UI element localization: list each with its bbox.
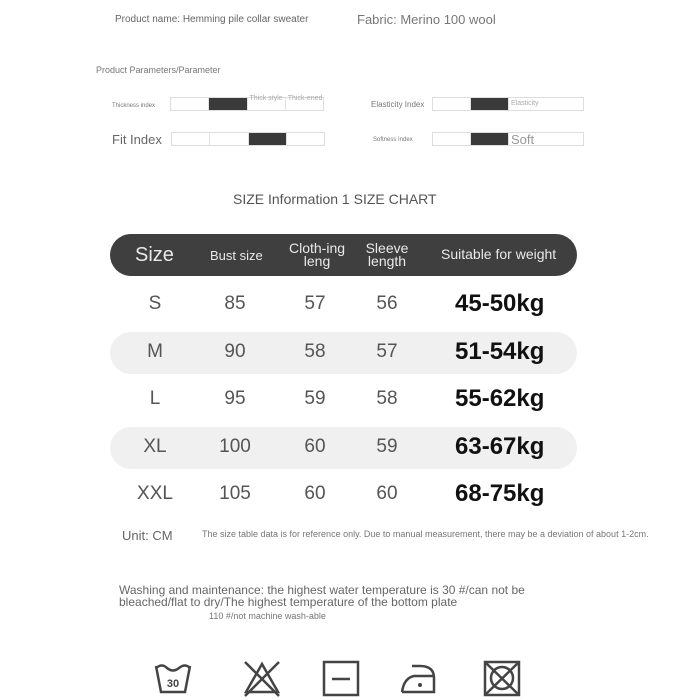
fabric-info: Fabric: Merino 100 wool	[357, 12, 496, 27]
scale-segment-text: Elasticity	[511, 100, 539, 107]
cell-clothing-length: 57	[304, 293, 326, 314]
elasticity-label: Elasticity Index	[371, 100, 425, 109]
cell-clothing-length: 59	[304, 388, 326, 409]
size-table-header	[110, 234, 577, 276]
scale-segment	[433, 133, 471, 145]
cell-size: L	[149, 388, 161, 409]
cell-weight: 68-75kg	[455, 480, 545, 507]
scale-segment	[509, 133, 583, 145]
cell-weight: 45-50kg	[455, 290, 545, 317]
washing-instructions-continued: 110 #/not machine wash-able	[209, 611, 326, 621]
elasticity-scale	[432, 97, 584, 111]
cell-size: M	[147, 341, 163, 362]
cell-sleeve-length: 56	[376, 293, 398, 314]
cell-bust: 85	[224, 293, 246, 314]
cell-weight: 51-54kg	[455, 338, 545, 365]
scale-segment-text: Soft	[511, 132, 535, 147]
wash-temp-text: 30	[166, 678, 180, 690]
cell-bust: 100	[219, 436, 251, 457]
header-size: Size	[135, 244, 174, 266]
reference-note: The size table data is for reference only. Due to manual measurement, there may be a deviation of about 1-2cm.	[202, 529, 649, 539]
scale-segment-active	[249, 133, 287, 145]
scale-segment-text: Thick-ened	[287, 95, 323, 102]
cell-size: XXL	[137, 483, 173, 504]
table-row	[110, 332, 577, 374]
scale-segment	[171, 98, 209, 110]
scale-segment	[248, 95, 286, 110]
header-sleeve-length: Sleeve length	[365, 240, 409, 269]
scale-segment	[287, 133, 324, 145]
unit-label: Unit: CM	[122, 528, 173, 543]
fit-label: Fit Index	[112, 132, 162, 147]
fit-scale	[171, 132, 325, 146]
cell-clothing-length: 58	[304, 341, 326, 362]
scale-segment-text: Thick style	[249, 95, 283, 102]
scale-segment	[509, 98, 583, 110]
cell-sleeve-length: 60	[376, 483, 398, 504]
no-machine-wash-icon	[482, 658, 522, 698]
cell-bust: 95	[224, 388, 246, 409]
cell-sleeve-length: 59	[376, 436, 398, 457]
softness-scale	[432, 132, 584, 146]
wash-30-icon	[153, 658, 193, 698]
no-bleach-icon	[242, 658, 282, 698]
scale-segment	[286, 95, 323, 110]
softness-label: Softness Index	[373, 137, 413, 143]
thickness-scale	[170, 97, 324, 111]
product-name: Product name: Hemming pile collar sweater	[115, 14, 309, 25]
cell-clothing-length: 60	[304, 483, 326, 504]
iron-icon	[398, 658, 438, 698]
table-row	[110, 284, 577, 326]
parameters-title: Product Parameters/Parameter	[96, 65, 221, 75]
cell-bust: 90	[224, 341, 246, 362]
scale-segment	[172, 133, 210, 145]
cell-bust: 105	[219, 483, 251, 504]
scale-segment-active	[209, 98, 247, 110]
scale-segment-active	[471, 98, 509, 110]
table-row	[110, 379, 577, 421]
cell-weight: 63-67kg	[455, 433, 545, 460]
flat-dry-icon	[321, 658, 361, 698]
size-chart-title: SIZE Information 1 SIZE CHART	[233, 191, 437, 207]
cell-size: XL	[143, 436, 167, 457]
scale-segment	[210, 133, 248, 145]
cell-weight: 55-62kg	[455, 385, 545, 412]
cell-sleeve-length: 57	[376, 341, 398, 362]
header-weight: Suitable for weight	[441, 246, 557, 262]
table-row	[110, 427, 577, 469]
scale-segment-active	[471, 133, 509, 145]
cell-size: S	[148, 293, 162, 314]
thickness-label: Thickness index	[112, 103, 156, 109]
scale-segment	[433, 98, 471, 110]
cell-clothing-length: 60	[304, 436, 326, 457]
cell-sleeve-length: 58	[376, 388, 398, 409]
header-clothing-length: Cloth-ing leng	[288, 240, 346, 269]
washing-instructions: Washing and maintenance: the highest water temperature is 30 #/can not be bleached/flat to dry/The highest temperature of the bottom plate	[119, 583, 525, 609]
header-bust: Bust size	[210, 248, 263, 263]
table-row	[110, 474, 577, 516]
